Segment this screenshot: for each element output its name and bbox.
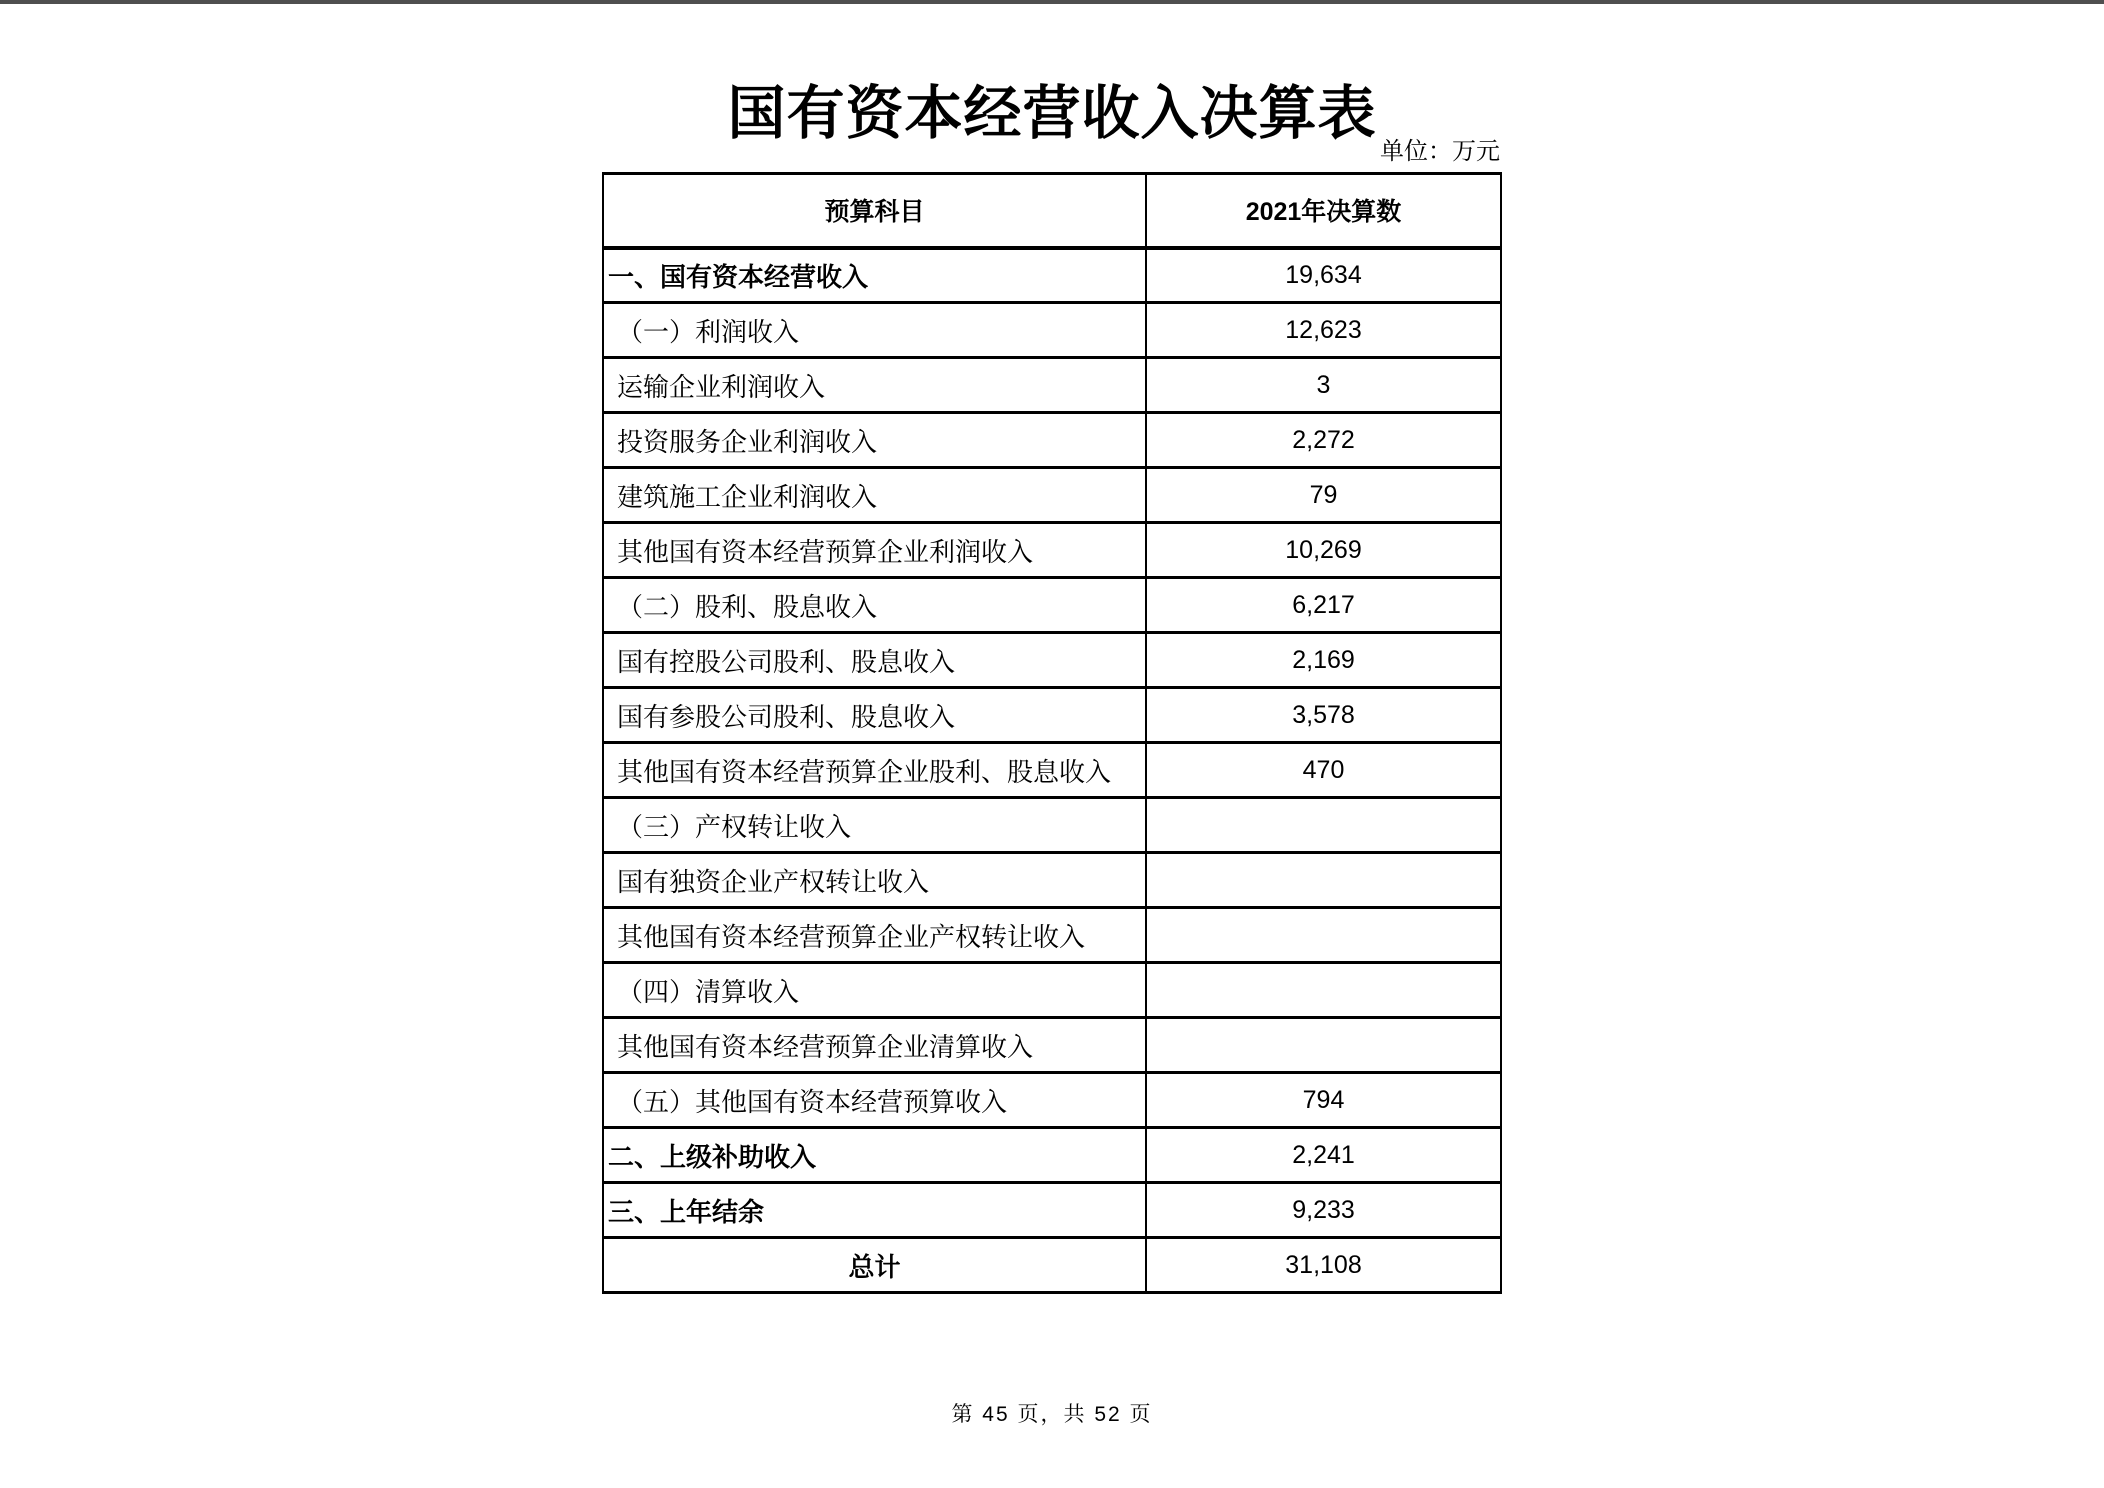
row-value: 10,269 xyxy=(1146,523,1501,578)
table-row xyxy=(603,1183,1501,1238)
table-row xyxy=(603,963,1501,1018)
row-value xyxy=(1146,908,1501,963)
row-value: 9,233 xyxy=(1146,1183,1501,1238)
row-label: 运输企业利润收入 xyxy=(603,358,1146,413)
row-value xyxy=(1146,963,1501,1018)
table-row xyxy=(603,468,1501,523)
table-row xyxy=(603,1238,1501,1293)
row-label: 其他国有资本经营预算企业清算收入 xyxy=(603,1018,1146,1073)
row-value: 2,272 xyxy=(1146,413,1501,468)
row-value: 470 xyxy=(1146,743,1501,798)
table-row xyxy=(603,688,1501,743)
table-row xyxy=(603,303,1501,358)
unit-label: 单位：万元 xyxy=(1380,138,1500,165)
table-row xyxy=(603,798,1501,853)
table-row xyxy=(603,743,1501,798)
table-row xyxy=(603,633,1501,688)
table-row xyxy=(603,578,1501,633)
column-header-amount: 2021年决算数 xyxy=(1146,174,1501,248)
row-value: 794 xyxy=(1146,1073,1501,1128)
row-label: 建筑施工企业利润收入 xyxy=(603,468,1146,523)
row-value: 19,634 xyxy=(1146,248,1501,303)
row-label: 一、国有资本经营收入 xyxy=(603,248,1146,303)
table-row xyxy=(603,908,1501,963)
row-value: 6,217 xyxy=(1146,578,1501,633)
table-body xyxy=(603,248,1501,1293)
window-top-edge xyxy=(0,0,2104,4)
table-row xyxy=(603,1073,1501,1128)
row-value: 3,578 xyxy=(1146,688,1501,743)
row-value: 3 xyxy=(1146,358,1501,413)
table-header-row xyxy=(603,174,1501,248)
row-label: （四）清算收入 xyxy=(603,963,1146,1018)
row-label: 总计 xyxy=(603,1238,1146,1293)
table-row xyxy=(603,248,1501,303)
page-number: 第 45 页，共 52 页 xyxy=(951,1403,1153,1426)
row-value: 2,169 xyxy=(1146,633,1501,688)
column-header-subject: 预算科目 xyxy=(603,174,1146,248)
table-row xyxy=(603,853,1501,908)
row-label: 国有控股公司股利、股息收入 xyxy=(603,633,1146,688)
row-label: 国有参股公司股利、股息收入 xyxy=(603,688,1146,743)
row-label: （一）利润收入 xyxy=(603,303,1146,358)
table-row xyxy=(603,358,1501,413)
row-value xyxy=(1146,853,1501,908)
table-row xyxy=(603,1018,1501,1073)
row-label: 国有独资企业产权转让收入 xyxy=(603,853,1146,908)
page-title: 国有资本经营收入决算表 xyxy=(727,81,1377,146)
table-row xyxy=(603,523,1501,578)
row-label: 其他国有资本经营预算企业产权转让收入 xyxy=(603,908,1146,963)
row-label: 三、上年结余 xyxy=(603,1183,1146,1238)
table-row xyxy=(603,413,1501,468)
row-label: （三）产权转让收入 xyxy=(603,798,1146,853)
row-label: 二、上级补助收入 xyxy=(603,1128,1146,1183)
row-label: 投资服务企业利润收入 xyxy=(603,413,1146,468)
row-value xyxy=(1146,1018,1501,1073)
row-label: （五）其他国有资本经营预算收入 xyxy=(603,1073,1146,1128)
row-value: 31,108 xyxy=(1146,1238,1501,1293)
row-value xyxy=(1146,798,1501,853)
row-label: （二）股利、股息收入 xyxy=(603,578,1146,633)
row-label: 其他国有资本经营预算企业股利、股息收入 xyxy=(603,743,1146,798)
row-value: 2,241 xyxy=(1146,1128,1501,1183)
row-label: 其他国有资本经营预算企业利润收入 xyxy=(603,523,1146,578)
row-value: 12,623 xyxy=(1146,303,1501,358)
budget-table xyxy=(602,172,1502,1294)
row-value: 79 xyxy=(1146,468,1501,523)
table-row xyxy=(603,1128,1501,1183)
table-header xyxy=(603,174,1501,248)
